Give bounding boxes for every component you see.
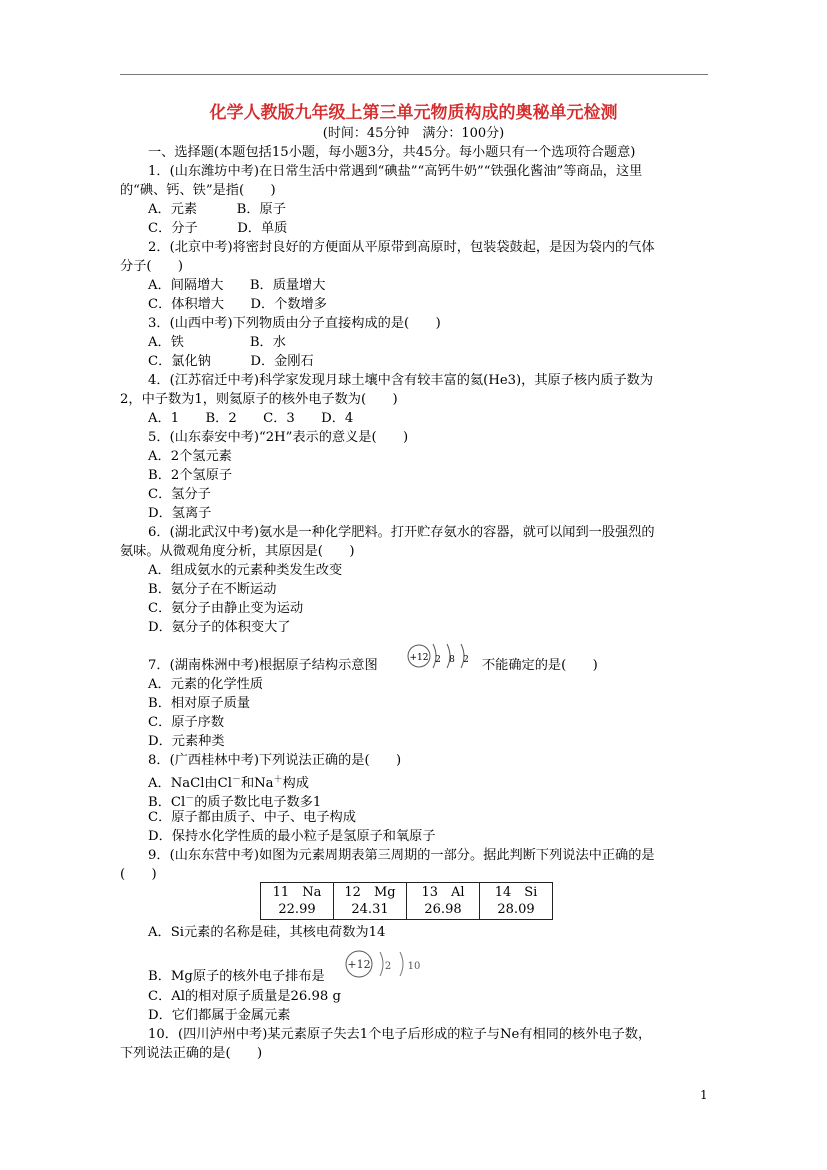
- q8-b-text2: 的质子数比电子数多1: [194, 795, 322, 810]
- q5-option-b: B．2个氢原子: [148, 468, 233, 483]
- sodium-charge: ＋: [273, 775, 283, 785]
- element-header: 14 Si: [494, 885, 538, 900]
- q9-stem-cont: ( ): [120, 867, 157, 882]
- q5-option-c: C．氢分子: [148, 487, 211, 502]
- q7-option-a: A．元素的化学性质: [148, 677, 264, 692]
- q7-option-b: B．相对原子质量: [148, 696, 251, 711]
- q1-stem-cont: 的“碘、钙、铁”是指( ): [120, 183, 276, 198]
- q8-a-text1: A．NaCl由Cl: [148, 776, 232, 791]
- element-cell-na: [261, 883, 334, 920]
- q6-option-c: C．氨分子由静止变为运动: [148, 601, 304, 616]
- shell-electrons-3: 2: [463, 655, 469, 665]
- q1-stem: 1．(山东潍坊中考)在日常生活中常遇到“碘盐”“高钙牛奶”“铁强化酱油”等商品，这里: [148, 164, 643, 179]
- q4-stem: 4．(江苏宿迁中考)科学家发现月球土壤中含有较丰富的氦(He3)，其原子核内质子数为: [148, 373, 654, 388]
- element-header: 11 Na: [272, 885, 322, 900]
- q8-b-text1: B．Cl: [148, 795, 186, 810]
- shell-electrons-1: 2: [384, 961, 392, 972]
- page-subtitle: (时间：45分钟 满分：100分): [322, 126, 505, 141]
- header-rule: [120, 74, 708, 75]
- q3-options-ab: A．铁 B．水: [148, 335, 286, 350]
- q5-stem: 5．(山东泰安中考)“2H”表示的意义是( ): [148, 430, 409, 445]
- q8-a-text2: 和Na: [240, 776, 274, 791]
- q7-stem-cont: 不能确定的是( ): [482, 658, 598, 673]
- q7-option-d: D．元素种类: [148, 734, 225, 749]
- q2-options-ab: A．间隔增大 B．质量增大: [148, 278, 326, 293]
- q9-option-b: B．Mg原子的核外电子排布是: [148, 969, 325, 984]
- q7-stem: 7．(湖南株洲中考)根据原子结构示意图: [148, 658, 378, 673]
- q6-stem: 6．(湖北武汉中考)氨水是一种化学肥料。打开贮存氨水的容器，就可以闻到一股强烈的: [148, 525, 655, 540]
- shell-electrons-2: 8: [449, 655, 455, 665]
- q8-stem: 8．(广西桂林中考)下列说法正确的是( ): [148, 753, 402, 768]
- q8-a-text3: 构成: [282, 776, 309, 791]
- atom-structure-diagram-q7: [404, 640, 484, 676]
- q2-stem-cont: 分子( ): [120, 259, 184, 274]
- element-cell-mg: [334, 883, 407, 920]
- q6-option-d: D．氨分子的体积变大了: [148, 620, 291, 635]
- page-title: 化学人教版九年级上第三单元物质构成的奥秘单元检测: [209, 103, 618, 123]
- element-header: 13 Al: [421, 885, 465, 900]
- q8-option-c: C．原子都由质子、中子、电子构成: [148, 810, 356, 825]
- nucleus-charge: +12: [347, 958, 371, 971]
- element-mass: 22.99: [278, 902, 316, 917]
- element-mass: 24.31: [351, 902, 389, 917]
- q8-option-d: D．保持水化学性质的最小粒子是氢原子和氧原子: [148, 829, 436, 844]
- q4-options: A．1 B．2 C．3 D．4: [148, 411, 354, 426]
- section-heading: 一、选择题(本题包括15小题，每小题3分，共45分。每小题只有一个选项符合题意): [148, 145, 636, 160]
- q9-stem: 9．(山东东营中考)如图为元素周期表第三周期的一部分。据此判断下列说法中正确的是: [148, 848, 655, 863]
- q9-option-c: C．Al的相对原子质量是26.98 g: [148, 989, 341, 1004]
- q6-option-a: A．组成氨水的元素种类发生改变: [148, 563, 343, 578]
- q6-stem-cont: 氨味。从微观角度分析，其原因是( ): [120, 544, 355, 559]
- q2-options-cd: C．体积增大 D．个数增多: [148, 297, 327, 312]
- q1-options-cd: C．分子 D．单质: [148, 221, 288, 236]
- q3-options-cd: C．氯化钠 D．金刚石: [148, 354, 314, 369]
- q6-option-b: B．氨分子在不断运动: [148, 582, 277, 597]
- atom-structure-diagram-q9: [342, 948, 428, 982]
- q7-option-c: C．原子序数: [148, 715, 225, 730]
- q9-option-d: D．它们都属于金属元素: [148, 1008, 291, 1023]
- shell-electrons-1: 2: [435, 655, 441, 665]
- q1-options-ab: A．元素 B．原子: [148, 202, 286, 217]
- q5-option-d: D．氢离子: [148, 506, 212, 521]
- chloride-charge-b: －: [185, 794, 195, 804]
- shell-arc-1: [380, 952, 383, 976]
- element-mass: 26.98: [424, 902, 462, 917]
- element-cell-si: [480, 883, 553, 920]
- chloride-charge: －: [231, 775, 241, 785]
- periodic-table-row: [261, 883, 553, 920]
- q4-stem-cont: 2，中子数为1，则氦原子的核外电子数为( ): [120, 392, 398, 407]
- q2-stem: 2．(北京中考)将密封良好的方便面从平原带到高原时，包装袋鼓起，是因为袋内的气体: [148, 240, 655, 255]
- element-header: 12 Mg: [344, 885, 396, 900]
- q9-option-a: A．Si元素的名称是硅，其核电荷数为14: [148, 925, 386, 940]
- q3-stem: 3．(山西中考)下列物质由分子直接构成的是( ): [148, 316, 441, 331]
- page-number: 1: [700, 1088, 708, 1102]
- q10-stem: 10．(四川泸州中考)某元素原子失去1个电子后形成的粒子与Ne有相同的核外电子数，: [148, 1027, 652, 1042]
- element-cell-al: [407, 883, 480, 920]
- shell-electrons-2: 10: [407, 961, 421, 972]
- q10-stem-cont: 下列说法正确的是( ): [120, 1046, 263, 1061]
- periodic-table-excerpt: [260, 882, 553, 920]
- element-mass: 28.09: [497, 902, 535, 917]
- nucleus-charge: +12: [409, 653, 429, 663]
- q5-option-a: A．2个氢元素: [148, 449, 232, 464]
- shell-arc-2: [400, 952, 403, 976]
